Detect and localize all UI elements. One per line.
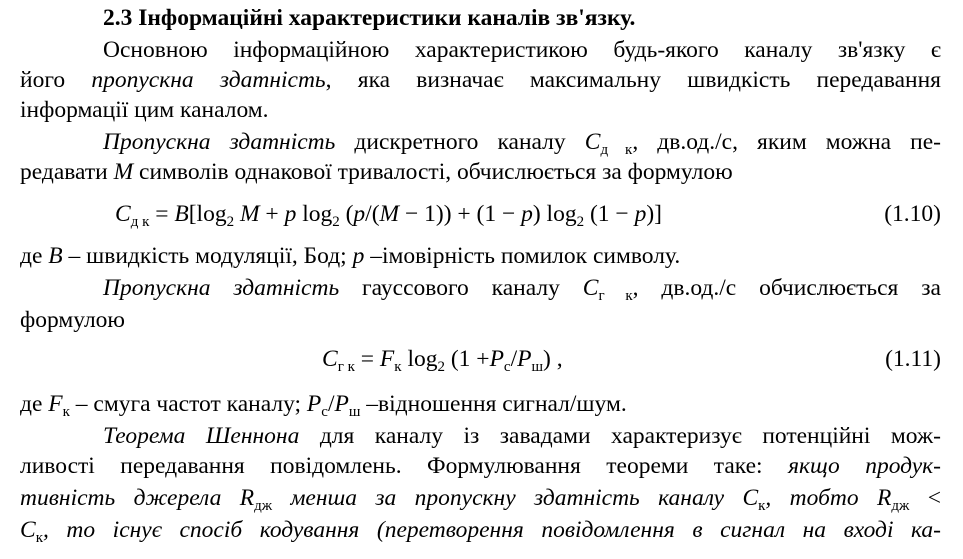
symbol: R <box>877 485 892 511</box>
subscript: к <box>62 404 70 420</box>
text: log <box>401 346 438 372</box>
symbol: P <box>334 391 349 417</box>
text: = <box>354 346 380 372</box>
paragraph-3-line-1 <box>103 274 941 302</box>
text: –відношення сигнал/шум. <box>360 391 627 417</box>
equation-1-11 <box>322 345 563 373</box>
text: , яка визначає максимальну швидкість передавання <box>325 67 941 93</box>
paragraph-2-line-1 <box>103 128 941 156</box>
subscript: д к <box>600 142 633 158</box>
text: = <box>149 201 175 227</box>
subscript: с <box>321 404 328 420</box>
where-line-1 <box>20 242 941 270</box>
subscript: дж <box>891 498 910 514</box>
where-line-2 <box>20 390 941 418</box>
equation-1-10 <box>115 200 662 228</box>
subscript: 2 <box>332 214 340 230</box>
subscript: 2 <box>226 214 235 230</box>
paragraph-3-line-2 <box>20 306 941 334</box>
text: < <box>909 485 941 511</box>
equation-number-1-10: (1.10) <box>884 201 941 227</box>
subscript: к <box>35 530 43 546</box>
subscript: г к <box>598 288 633 304</box>
symbol: R <box>239 485 255 511</box>
symbol: C <box>582 275 599 301</box>
symbol: p <box>634 201 647 227</box>
symbol: p <box>353 201 366 227</box>
heading-text: 2.3 Інформаційні характеристики каналів зв'язку. <box>103 5 636 31</box>
paragraph-1-line-2 <box>20 66 941 94</box>
text: [log <box>188 201 227 227</box>
paragraph-4-line-3 <box>20 484 941 512</box>
text: його <box>20 67 92 93</box>
subscript: ш <box>531 359 544 375</box>
italic-term: Пропускна здатність <box>103 129 336 155</box>
text: / <box>327 391 335 417</box>
symbol: C <box>742 485 759 511</box>
symbol: C <box>20 517 36 543</box>
subscript: к <box>758 498 766 514</box>
text: ) , <box>543 346 563 372</box>
symbol: M <box>234 201 260 227</box>
subscript: к <box>394 359 402 375</box>
text: гауссового каналу <box>339 275 583 301</box>
subscript: 2 <box>576 214 585 230</box>
text: − 1)) + (1 − <box>399 201 522 227</box>
subscript: 2 <box>437 359 445 375</box>
symbol: F <box>379 346 395 372</box>
symbol: P <box>517 346 532 372</box>
symbol: p <box>521 201 533 227</box>
subscript: ш <box>348 404 361 420</box>
text: для каналу із завадами характеризує потенційні мож- <box>299 423 941 449</box>
symbol: P <box>489 346 504 372</box>
symbol: M <box>113 159 134 185</box>
symbol: p <box>284 201 297 227</box>
symbol: C <box>322 346 338 372</box>
text: ливості передавання повідомлень. Формулювання теореми таке: <box>20 453 789 479</box>
text: /( <box>365 201 380 227</box>
paragraph-4-line-2 <box>20 452 941 480</box>
paragraph-4-line-1 <box>103 422 941 450</box>
text: ) log <box>532 201 577 227</box>
text: (1 + <box>444 346 490 372</box>
text: де <box>20 243 49 269</box>
text: (1 − <box>584 201 635 227</box>
text: редавати <box>20 159 114 185</box>
equation-number-1-11: (1.11) <box>885 346 941 372</box>
paragraph-1-line-1 <box>103 36 941 64</box>
text: де <box>20 391 49 417</box>
symbol: B <box>174 201 189 227</box>
symbol: p <box>352 243 365 269</box>
paragraph-4-line-4 <box>20 516 941 544</box>
subscript: г к <box>337 359 355 375</box>
subscript: д к <box>130 214 150 230</box>
symbol: B <box>48 243 63 269</box>
subscript: дж <box>254 498 273 514</box>
text: символів однакової тривалості, обчислюється за формулою <box>133 159 733 185</box>
text: log <box>296 201 333 227</box>
text: – швидкість модуляції, Бод; <box>62 243 353 269</box>
text: ( <box>339 201 354 227</box>
text: / <box>510 346 518 372</box>
italic-term: Пропускна здатність <box>103 275 340 301</box>
italic-text: тивність джерела <box>20 485 240 511</box>
text: , дв.од./с, яким можна пе- <box>632 129 942 155</box>
italic-text: менша за пропускну здатність каналу <box>272 485 743 511</box>
italic-text: якщо продук- <box>788 453 941 479</box>
section-heading <box>103 4 635 32</box>
text: інформації цим каналом. <box>20 97 269 123</box>
symbol: C <box>584 129 601 155</box>
symbol: F <box>48 391 63 417</box>
text: формулою <box>20 307 125 333</box>
text: Основною інформаційною характеристикою будь-якого каналу зв'язку є <box>103 37 941 63</box>
text: – смуга частот каналу; <box>69 391 307 417</box>
italic-term: Теорема Шеннона <box>103 423 300 449</box>
symbol: C <box>115 201 131 227</box>
symbol: P <box>306 391 322 417</box>
italic-text: , тобто <box>765 485 877 511</box>
text: , дв.од./с обчислюється за <box>632 275 941 301</box>
italic-text: , то існує спосіб кодування (перетворення повідомлення в сигнал на вході ка- <box>42 517 941 543</box>
paragraph-2-line-2 <box>20 158 941 186</box>
subscript: с <box>503 359 511 375</box>
paragraph-1-line-3 <box>20 96 941 124</box>
symbol: M <box>379 201 400 227</box>
italic-term: пропускна здатність <box>91 67 326 93</box>
text: + <box>259 201 285 227</box>
text: )] <box>646 201 662 227</box>
text: –імовірність помилок символу. <box>364 243 681 269</box>
text: дискретного каналу <box>335 129 585 155</box>
